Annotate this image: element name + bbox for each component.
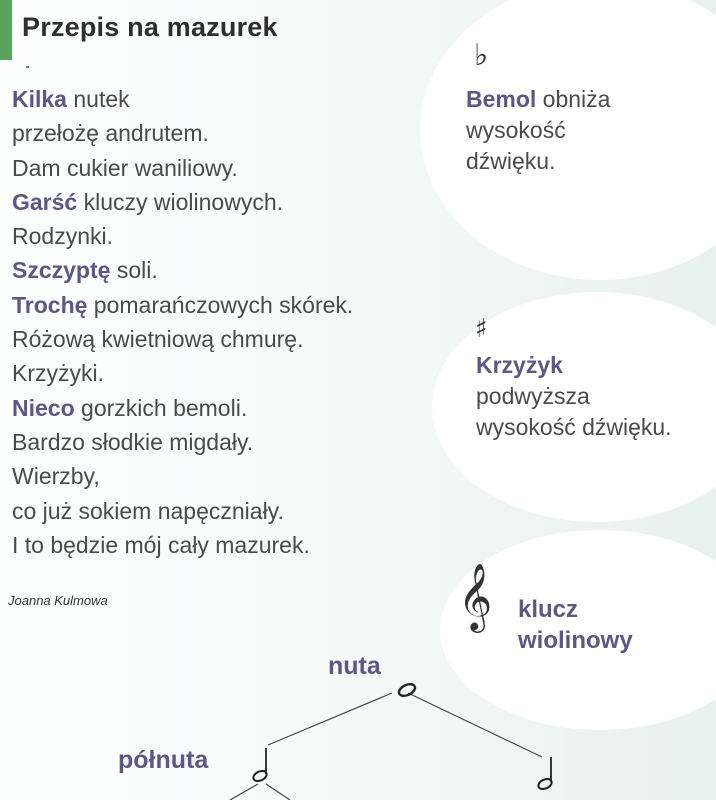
author-credit: Joanna Kulmowa [8,593,108,608]
tree-branch-line [230,784,258,800]
bemol-text: wysokość [466,117,566,143]
poem-text: Bardzo słodkie migdały. [12,428,254,455]
poem-text: kluczy wiolinowych. [77,188,284,215]
poem-text: nutek [66,86,130,112]
poem-text: przełożę andrutem. [12,120,209,147]
poem-text: pomarańczowych skórek. [87,291,354,318]
poem-keyword: Nieco [12,394,75,421]
flat-icon: ♭ [474,38,489,73]
poem-text: gorzkich bemoli. [74,394,248,421]
half-note-label: półnuta [118,746,209,774]
poem-text: Dam cukier waniliowy. [12,154,238,181]
poem-text: co już sokiem napęczniały. [12,497,284,524]
klucz-label: klucz [518,596,579,623]
tree-branch-line [408,693,542,757]
sharp-icon: ♯ [475,314,488,344]
page-title: Przepis na mazurek [22,12,278,42]
poem-keyword: Kilka [12,86,67,112]
bemol-term: Bemol [466,86,537,112]
poem-keyword: Szczyptę [12,257,111,284]
krzyzyk-term: Krzyżyk [476,352,563,378]
poem-text: soli. [110,257,158,284]
krzyzyk-text: wysokość dźwięku. [476,414,672,440]
poem-text: Różową kwietniową chmurę. [12,326,304,353]
krzyzyk-text: podwyższa [476,383,590,409]
half-note-icon [537,757,553,791]
poem-keyword: Garść [12,188,78,215]
bemol-text: obniża [536,86,611,112]
whole-note-label: nuta [328,652,381,680]
poem-text: Rodzynki. [12,223,113,250]
half-note-icon [252,748,268,783]
poem-keyword: Trochę [12,291,88,318]
klucz-label: wiolinowy [518,627,633,654]
bemol-text: dźwięku. [466,148,556,174]
poem-text: Wierzby, [12,463,100,490]
poem-text: Krzyżyki. [12,360,104,387]
poem-text: I to będzie mój cały mazurek. [12,531,310,558]
tree-branch-line [266,784,290,800]
treble-clef-icon: 𝄞 [458,562,493,630]
tree-branch-line [268,693,392,745]
